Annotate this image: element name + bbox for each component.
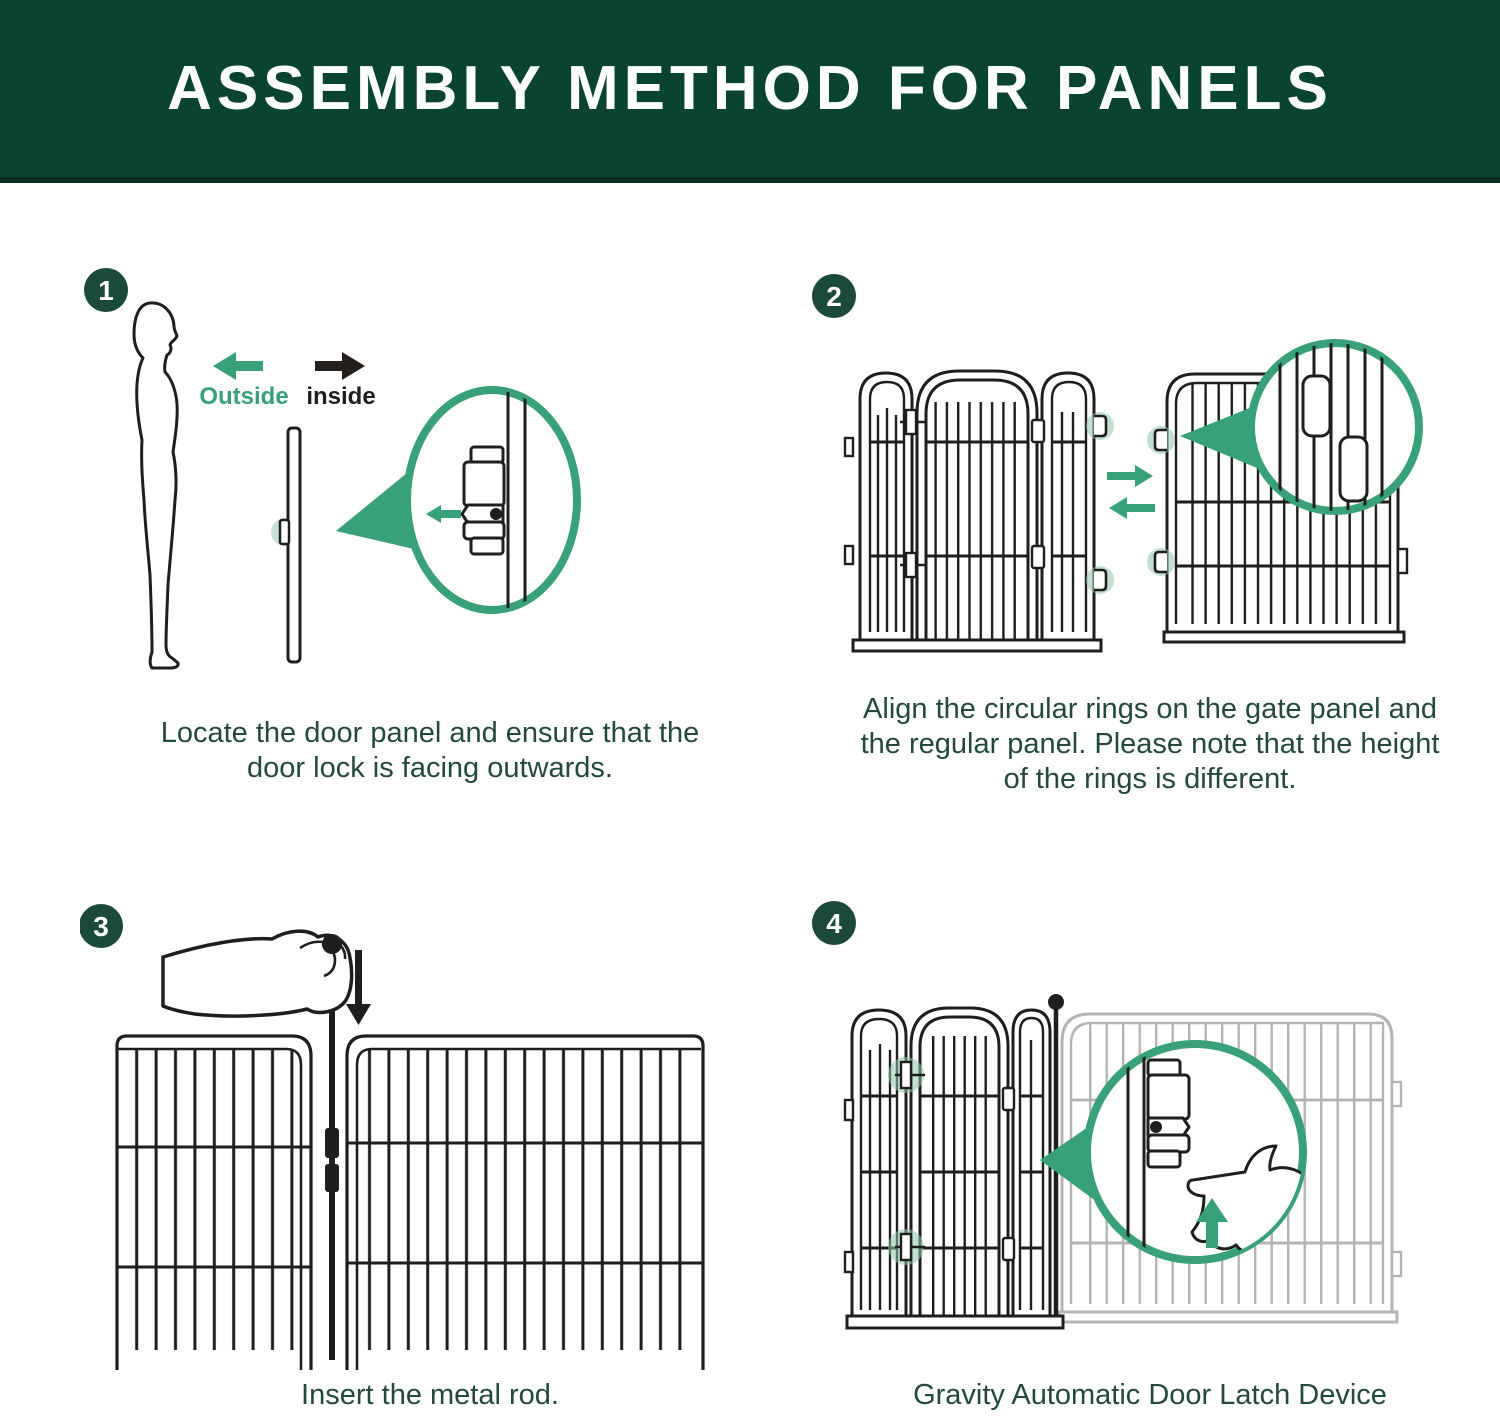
gate-ring	[1094, 570, 1106, 590]
step-1-illustration	[80, 263, 780, 713]
step-2-caption-wrap	[800, 692, 1500, 796]
gate-hinge	[901, 1062, 911, 1088]
swap-arrows-icon	[1107, 465, 1155, 519]
panel-ring	[1155, 430, 1167, 450]
step-4-badge	[812, 901, 856, 945]
door-lock	[280, 520, 289, 544]
step-1-number: 1	[98, 275, 114, 306]
step-3-caption-wrap	[80, 1378, 780, 1413]
latch-pin	[490, 508, 502, 520]
gate-hinge	[901, 1234, 911, 1260]
step-1-caption: Locate the door panel and ensure that the door lock is facing outwards.	[160, 717, 700, 784]
person-silhouette	[134, 303, 178, 668]
gate-panel	[845, 1008, 1063, 1328]
step-4-illustration	[800, 888, 1500, 1370]
page-title: ASSEMBLY METHOD FOR PANELS	[167, 54, 1333, 123]
latch-pin	[1150, 1121, 1162, 1133]
door-panel	[271, 428, 300, 662]
step-2-badge	[812, 274, 856, 318]
step-1-badge	[84, 268, 128, 312]
step-4-caption: Gravity Automatic Door Latch Device	[913, 1379, 1387, 1411]
panel-ring	[1155, 552, 1167, 572]
outside-label: Outside	[199, 383, 289, 410]
step-3-number: 3	[93, 911, 109, 942]
step-1-caption-wrap	[80, 716, 780, 786]
step-2-number: 2	[826, 281, 842, 312]
step-4-caption-wrap	[800, 1378, 1500, 1413]
step-3-badge	[80, 904, 123, 948]
fence-panel-right	[347, 1036, 703, 1370]
step-2-illustration	[800, 263, 1500, 693]
detail-ring-lower	[1340, 437, 1367, 501]
step-3-caption: Insert the metal rod.	[301, 1379, 559, 1411]
magnifier-circle	[1251, 343, 1419, 511]
rod-ball-top	[322, 934, 342, 954]
title-banner	[0, 0, 1500, 183]
metal-rod	[325, 953, 339, 1360]
detail-ring-upper	[1303, 376, 1330, 436]
inside-label: inside	[306, 383, 376, 410]
step-3-illustration	[80, 888, 780, 1370]
gate-ring	[1094, 416, 1106, 436]
inside-arrow-icon	[315, 352, 365, 380]
step-4-number: 4	[826, 908, 842, 939]
outside-arrow-icon	[213, 352, 263, 380]
step-2-caption: Align the circular rings on the gate panel and the regular panel. Please note that the height of the rings is different.	[860, 693, 1440, 795]
gate-panel	[845, 371, 1114, 651]
fence-panel-left	[117, 1036, 311, 1370]
